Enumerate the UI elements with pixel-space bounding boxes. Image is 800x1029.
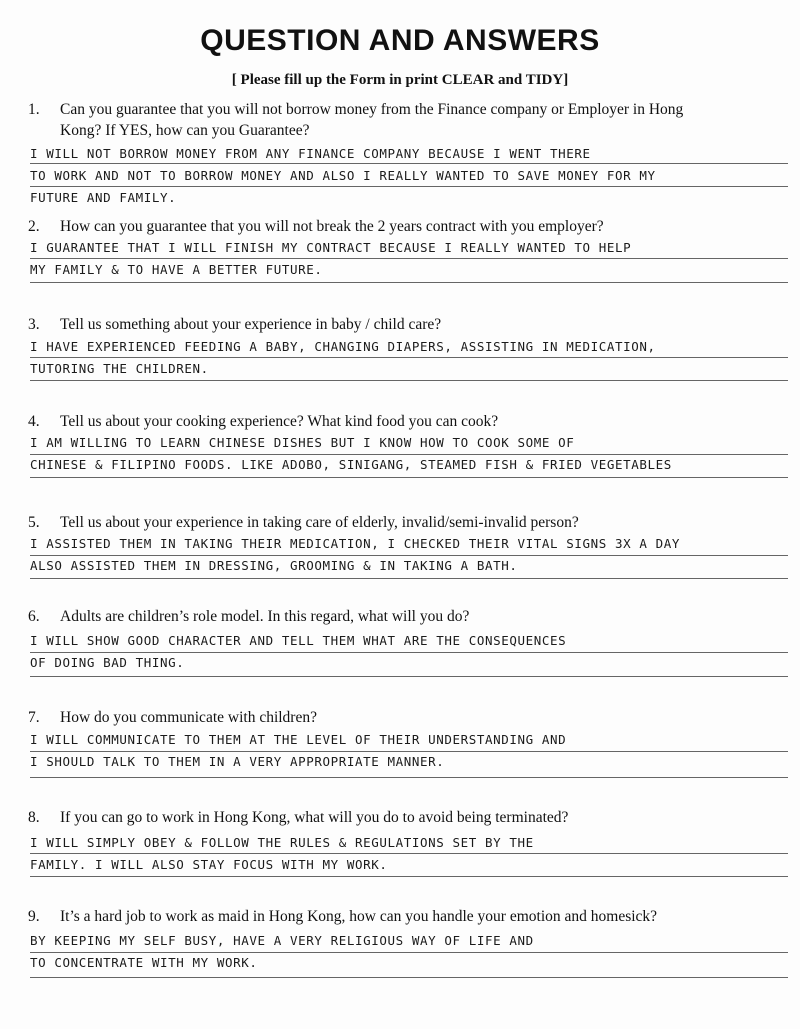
answer-rule: [30, 676, 788, 677]
answer-1: [30, 143, 790, 209]
answer-rule: [30, 477, 788, 478]
answer-rule: [30, 186, 788, 187]
answer-line: I AM WILLING TO LEARN CHINESE DISHES BUT I KNOW HOW TO COOK SOME OF: [30, 435, 575, 450]
answer-line: TUTORING THE CHILDREN.: [30, 361, 209, 376]
answer-3: [30, 336, 790, 380]
question-number: 4.: [28, 413, 40, 430]
question-number: 1.: [28, 101, 40, 118]
question-number: 3.: [28, 316, 40, 333]
question-text: Adults are children’s role model. In this regard, what will you do?: [60, 608, 470, 625]
answer-rule: [30, 555, 788, 556]
answer-line: TO WORK AND NOT TO BORROW MONEY AND ALSO I REALLY WANTED TO SAVE MONEY FOR MY: [30, 168, 656, 183]
answer-line: I GUARANTEE THAT I WILL FINISH MY CONTRACT BECAUSE I REALLY WANTED TO HELP: [30, 240, 632, 255]
question-5: [28, 512, 778, 533]
question-number: 2.: [28, 218, 40, 235]
question-text: Tell us something about your experience in baby / child care?: [60, 316, 442, 333]
answer-rule: [30, 876, 788, 877]
answer-line: BY KEEPING MY SELF BUSY, HAVE A VERY RELIGIOUS WAY OF LIFE AND: [30, 933, 534, 948]
answer-line: I HAVE EXPERIENCED FEEDING A BABY, CHANGING DIAPERS, ASSISTING IN MEDICATION,: [30, 339, 656, 354]
question-9: [28, 906, 778, 927]
answer-rule: [30, 853, 788, 854]
question-text: If you can go to work in Hong Kong, what will you do to avoid being terminated?: [60, 809, 569, 826]
question-text-continued: Kong? If YES, how can you Guarantee?: [60, 122, 310, 139]
answer-rule: [30, 578, 788, 579]
answer-rule: [30, 977, 788, 978]
question-number: 9.: [28, 908, 40, 925]
question-text: Tell us about your cooking experience? What kind food you can cook?: [60, 413, 499, 430]
answer-8: [30, 832, 790, 876]
answer-rule: [30, 652, 788, 653]
answer-rule: [30, 777, 788, 778]
form-instruction: [ Please fill up the Form in print CLEAR and TIDY]: [231, 72, 569, 88]
answer-line: OF DOING BAD THING.: [30, 655, 185, 670]
answer-line: I ASSISTED THEM IN TAKING THEIR MEDICATION, I CHECKED THEIR VITAL SIGNS 3X A DAY: [30, 536, 681, 551]
question-text: How can you guarantee that you will not break the 2 years contract with you employer?: [60, 218, 604, 235]
question-text: Tell us about your experience in taking care of elderly, invalid/semi-invalid person?: [60, 514, 579, 531]
question-number: 8.: [28, 809, 40, 826]
answer-line: I WILL SHOW GOOD CHARACTER AND TELL THEM WHAT ARE THE CONSEQUENCES: [30, 633, 567, 648]
answer-rule: [30, 258, 788, 259]
question-text: How do you communicate with children?: [60, 709, 317, 726]
question-text: It’s a hard job to work as maid in Hong Kong, how can you handle your emotion and homesick?: [60, 908, 658, 925]
question-number: 6.: [28, 608, 40, 625]
answer-2: [30, 237, 790, 281]
question-3: [28, 314, 778, 335]
answer-line: TO CONCENTRATE WITH MY WORK.: [30, 955, 258, 970]
question-1: [28, 99, 778, 141]
question-text: Can you guarantee that you will not borrow money from the Finance company or Employer in Hong: [60, 101, 684, 118]
answer-line: ALSO ASSISTED THEM IN DRESSING, GROOMING & IN TAKING A BATH.: [30, 558, 518, 573]
answer-rule: [30, 952, 788, 953]
form-title: QUESTION AND ANSWERS: [200, 24, 600, 57]
answer-line: CHINESE & FILIPINO FOODS. LIKE ADOBO, SINIGANG, STEAMED FISH & FRIED VEGETABLES: [30, 457, 672, 472]
answer-line: I SHOULD TALK TO THEM IN A VERY APPROPRIATE MANNER.: [30, 754, 445, 769]
answer-line: FAMILY. I WILL ALSO STAY FOCUS WITH MY WORK.: [30, 857, 388, 872]
question-4: [28, 411, 778, 432]
question-number: 7.: [28, 709, 40, 726]
answer-line: I WILL COMMUNICATE TO THEM AT THE LEVEL OF THEIR UNDERSTANDING AND: [30, 732, 567, 747]
question-7: [28, 707, 778, 728]
answer-rule: [30, 751, 788, 752]
answer-line: FUTURE AND FAMILY.: [30, 190, 177, 205]
question-8: [28, 807, 778, 828]
question-2: [28, 216, 778, 237]
answer-rule: [30, 282, 788, 283]
answer-rule: [30, 454, 788, 455]
answer-line: I WILL NOT BORROW MONEY FROM ANY FINANCE COMPANY BECAUSE I WENT THERE: [30, 146, 591, 161]
question-number: 5.: [28, 514, 40, 531]
answer-rule: [30, 380, 788, 381]
answer-rule: [30, 357, 788, 358]
answer-line: MY FAMILY & TO HAVE A BETTER FUTURE.: [30, 262, 323, 277]
question-6: [28, 606, 778, 627]
answer-rule: [30, 163, 788, 164]
answer-line: I WILL SIMPLY OBEY & FOLLOW THE RULES & REGULATIONS SET BY THE: [30, 835, 534, 850]
